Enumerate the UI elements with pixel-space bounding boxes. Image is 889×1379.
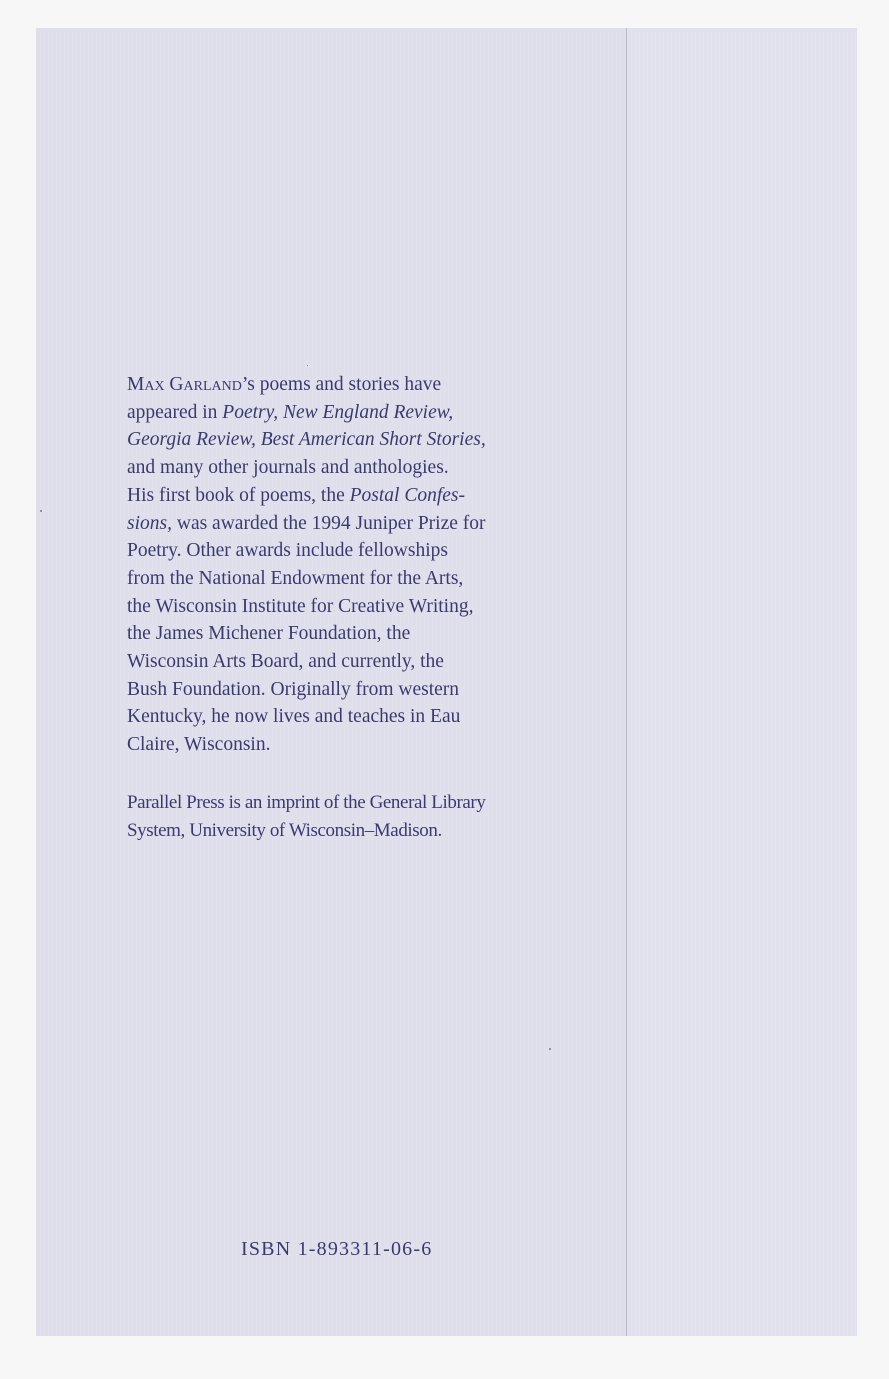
bio-line: Poetry. Other awards include fellowships xyxy=(127,540,448,562)
bio-line: sions, was awarded the 1994 Juniper Prize for xyxy=(127,512,486,534)
bio-line: Claire, Wisconsin. xyxy=(127,734,271,756)
bio-line: appeared in Poetry, New England Review, xyxy=(127,401,454,423)
bio-line: and many other journals and anthologies. xyxy=(127,457,449,479)
bio-line: His first book of poems, the Postal Confes- xyxy=(127,484,465,506)
bio-line: Wisconsin Arts Board, and currently, the xyxy=(127,651,444,673)
bio-line: Bush Foundation. Originally from western xyxy=(127,678,460,700)
cover-flap xyxy=(626,28,857,1336)
paper-speck xyxy=(307,365,308,366)
imprint-line: System, University of Wisconsin–Madison. xyxy=(127,819,442,841)
journal-titles: Georgia Review, Best American Short Stories, xyxy=(127,429,486,451)
paper-speck xyxy=(549,1048,551,1050)
journal-titles: Poetry, New England Review, xyxy=(222,401,454,423)
bio-line: Max Garland’s poems and stories have xyxy=(127,374,442,395)
book-title: sions, xyxy=(127,512,172,534)
book-title: Postal Confes- xyxy=(349,484,465,506)
bio-line: Kentucky, he now lives and teaches in Eau xyxy=(127,706,461,728)
bio-line: the James Michener Foundation, the xyxy=(127,623,411,645)
bio-line: from the National Endowment for the Arts, xyxy=(127,567,464,589)
imprint-line: Parallel Press is an imprint of the General Library xyxy=(127,792,486,813)
bio-line xyxy=(127,426,557,454)
isbn-number: ISBN 1-893311-06-6 xyxy=(241,1238,433,1260)
author-bio xyxy=(127,371,557,759)
imprint-note xyxy=(127,789,485,844)
bio-line: the Wisconsin Institute for Creative Writing, xyxy=(127,595,474,617)
paper-speck xyxy=(40,510,42,512)
author-name: Max Garland xyxy=(127,374,242,395)
